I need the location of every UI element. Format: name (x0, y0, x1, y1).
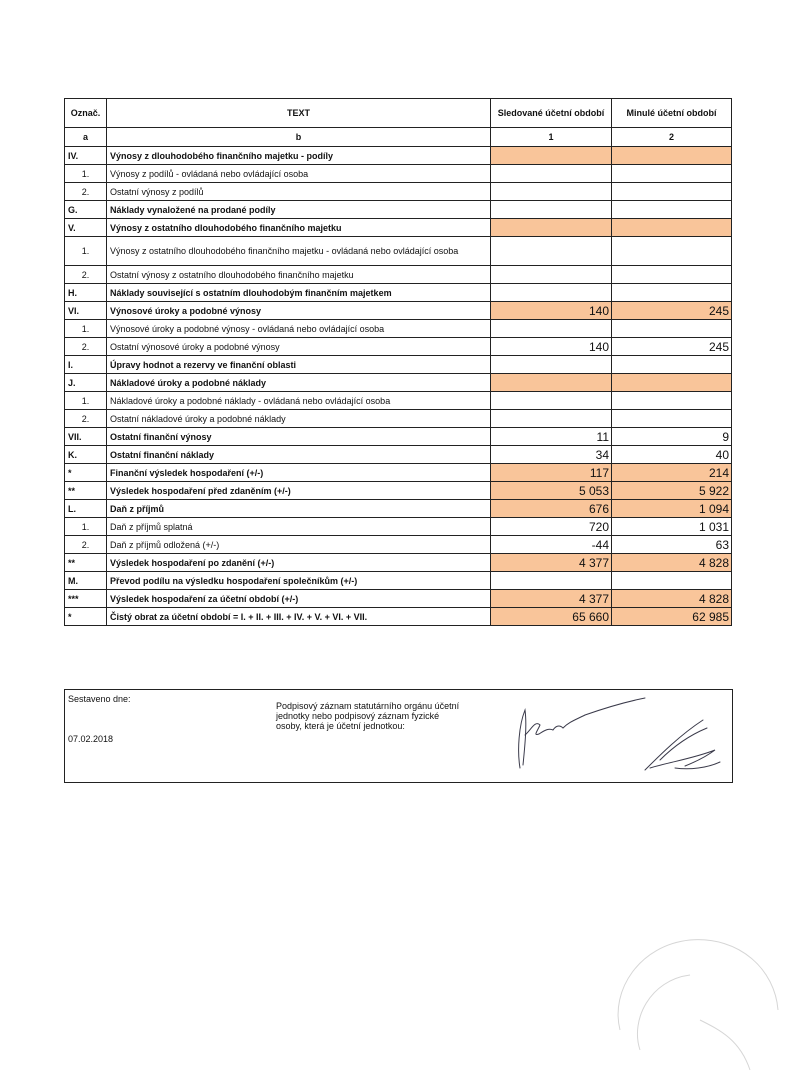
row-mark: 2. (65, 536, 107, 554)
row-mark: 1. (65, 237, 107, 266)
table-row (65, 356, 732, 374)
row-text: Nákladové úroky a podobné náklady - ovládaná nebo ovládající osoba (107, 392, 491, 410)
row-mark: G. (65, 201, 107, 219)
table-row (65, 554, 732, 572)
row-mark: * (65, 608, 107, 626)
row-previous (612, 572, 732, 590)
table-row (65, 392, 732, 410)
row-text: Výsledek hospodaření po zdanění (+/-) (107, 554, 491, 572)
table-row (65, 482, 732, 500)
subheader-1: 1 (491, 128, 612, 147)
row-previous: 245 (612, 302, 732, 320)
row-current (491, 356, 612, 374)
row-previous: 63 (612, 536, 732, 554)
row-current (491, 320, 612, 338)
table-row (65, 219, 732, 237)
table-row (65, 284, 732, 302)
row-text: Ostatní výnosy z podílů (107, 183, 491, 201)
row-previous (612, 266, 732, 284)
header-text: TEXT (107, 99, 491, 128)
row-current: -44 (491, 536, 612, 554)
row-mark: H. (65, 284, 107, 302)
faint-stamp (600, 920, 780, 1090)
row-previous: 1 094 (612, 500, 732, 518)
row-mark: 1. (65, 392, 107, 410)
table-row (65, 237, 732, 266)
row-previous (612, 165, 732, 183)
table-row (65, 428, 732, 446)
table-row (65, 446, 732, 464)
row-text: Ostatní nákladové úroky a podobné náklady (107, 410, 491, 428)
table-row (65, 536, 732, 554)
row-text: Daň z příjmů (107, 500, 491, 518)
row-text: Nákladové úroky a podobné náklady (107, 374, 491, 392)
row-previous (612, 392, 732, 410)
row-previous (612, 284, 732, 302)
row-previous (612, 374, 732, 392)
header-current-period: Sledované účetní období (491, 99, 612, 128)
row-text: Ostatní finanční náklady (107, 446, 491, 464)
row-previous: 9 (612, 428, 732, 446)
row-current: 676 (491, 500, 612, 518)
row-text: Výnosové úroky a podobné výnosy - ovládaná nebo ovládající osoba (107, 320, 491, 338)
row-previous (612, 237, 732, 266)
row-current (491, 392, 612, 410)
table-row (65, 572, 732, 590)
row-text: Výnosy z ostatního dlouhodobého finančního majetku (107, 219, 491, 237)
table-row (65, 201, 732, 219)
row-text: Náklady vynaložené na prodané podíly (107, 201, 491, 219)
table-row (65, 183, 732, 201)
header-mark: Označ. (65, 99, 107, 128)
row-previous (612, 356, 732, 374)
row-mark: I. (65, 356, 107, 374)
row-text: Náklady související s ostatním dlouhodobým finančním majetkem (107, 284, 491, 302)
table-header-row (65, 99, 732, 128)
row-text: Daň z příjmů odložená (+/-) (107, 536, 491, 554)
profit-loss-table (64, 98, 732, 626)
row-current: 720 (491, 518, 612, 536)
row-current (491, 237, 612, 266)
row-current: 11 (491, 428, 612, 446)
row-mark: L. (65, 500, 107, 518)
row-mark: ** (65, 482, 107, 500)
table-row (65, 147, 732, 165)
row-current: 140 (491, 302, 612, 320)
row-previous: 1 031 (612, 518, 732, 536)
row-previous: 4 828 (612, 554, 732, 572)
row-mark: 1. (65, 518, 107, 536)
row-previous: 40 (612, 446, 732, 464)
row-mark: M. (65, 572, 107, 590)
row-mark: * (65, 464, 107, 482)
table-row (65, 518, 732, 536)
row-current (491, 374, 612, 392)
header-previous-period: Minulé účetní období (612, 99, 732, 128)
table-row (65, 266, 732, 284)
row-current: 4 377 (491, 590, 612, 608)
row-mark: VI. (65, 302, 107, 320)
table-row (65, 500, 732, 518)
compiled-date-value: 07.02.2018 (68, 734, 114, 744)
row-current (491, 284, 612, 302)
row-previous (612, 183, 732, 201)
row-mark: ** (65, 554, 107, 572)
row-current: 34 (491, 446, 612, 464)
row-current: 5 053 (491, 482, 612, 500)
row-mark: K. (65, 446, 107, 464)
row-current (491, 183, 612, 201)
subheader-b: b (107, 128, 491, 147)
row-previous: 62 985 (612, 608, 732, 626)
row-previous: 245 (612, 338, 732, 356)
row-current: 65 660 (491, 608, 612, 626)
row-previous (612, 320, 732, 338)
row-text: Převod podílu na výsledku hospodaření společníkům (+/-) (107, 572, 491, 590)
row-text: Úpravy hodnot a rezervy ve finanční oblasti (107, 356, 491, 374)
row-previous: 5 922 (612, 482, 732, 500)
row-text: Ostatní finanční výnosy (107, 428, 491, 446)
handwritten-signature (445, 690, 725, 782)
subheader-2: 2 (612, 128, 732, 147)
row-current (491, 572, 612, 590)
row-mark: 1. (65, 320, 107, 338)
row-current: 4 377 (491, 554, 612, 572)
row-previous (612, 201, 732, 219)
row-text: Ostatní výnosové úroky a podobné výnosy (107, 338, 491, 356)
row-text: Výsledek hospodaření před zdaněním (+/-) (107, 482, 491, 500)
table-row (65, 165, 732, 183)
table-row (65, 590, 732, 608)
row-previous (612, 219, 732, 237)
row-previous: 4 828 (612, 590, 732, 608)
row-mark: *** (65, 590, 107, 608)
row-text: Výsledek hospodaření za účetní období (+/-) (107, 590, 491, 608)
row-text: Výnosy z ostatního dlouhodobého finančního majetku - ovládaná nebo ovládající osoba (107, 237, 491, 266)
table-row (65, 410, 732, 428)
row-text: Ostatní výnosy z ostatního dlouhodobého finančního majetku (107, 266, 491, 284)
row-mark: 1. (65, 165, 107, 183)
row-text: Finanční výsledek hospodaření (+/-) (107, 464, 491, 482)
row-current: 117 (491, 464, 612, 482)
row-current (491, 165, 612, 183)
row-current: 140 (491, 338, 612, 356)
table-row (65, 374, 732, 392)
row-mark: 2. (65, 266, 107, 284)
signature-section (64, 689, 733, 783)
row-text: Výnosové úroky a podobné výnosy (107, 302, 491, 320)
table-row (65, 608, 732, 626)
row-current (491, 266, 612, 284)
table-row (65, 464, 732, 482)
table-row (65, 338, 732, 356)
row-mark: 2. (65, 338, 107, 356)
row-mark: J. (65, 374, 107, 392)
row-current (491, 219, 612, 237)
row-current (491, 147, 612, 165)
row-text: Výnosy z podílů - ovládaná nebo ovládající osoba (107, 165, 491, 183)
row-previous (612, 410, 732, 428)
row-current (491, 201, 612, 219)
row-mark: 2. (65, 183, 107, 201)
row-previous: 214 (612, 464, 732, 482)
table-row (65, 320, 732, 338)
table-subheader-row (65, 128, 732, 147)
row-text: Daň z příjmů splatná (107, 518, 491, 536)
row-text: Čistý obrat za účetní období = I. + II. + III. + IV. + V. + VI. + VII. (107, 608, 491, 626)
subheader-a: a (65, 128, 107, 147)
row-text: Výnosy z dlouhodobého finančního majetku - podíly (107, 147, 491, 165)
table-row (65, 302, 732, 320)
row-mark: V. (65, 219, 107, 237)
compiled-date-label: Sestaveno dne: (68, 694, 131, 704)
row-current (491, 410, 612, 428)
signature-note: Podpisový záznam statutárního orgánu účetní jednotky nebo podpisový záznam fyzické osoby, která je účetní jednotkou: (276, 701, 460, 731)
row-mark: 2. (65, 410, 107, 428)
row-mark: VII. (65, 428, 107, 446)
row-previous (612, 147, 732, 165)
row-mark: IV. (65, 147, 107, 165)
